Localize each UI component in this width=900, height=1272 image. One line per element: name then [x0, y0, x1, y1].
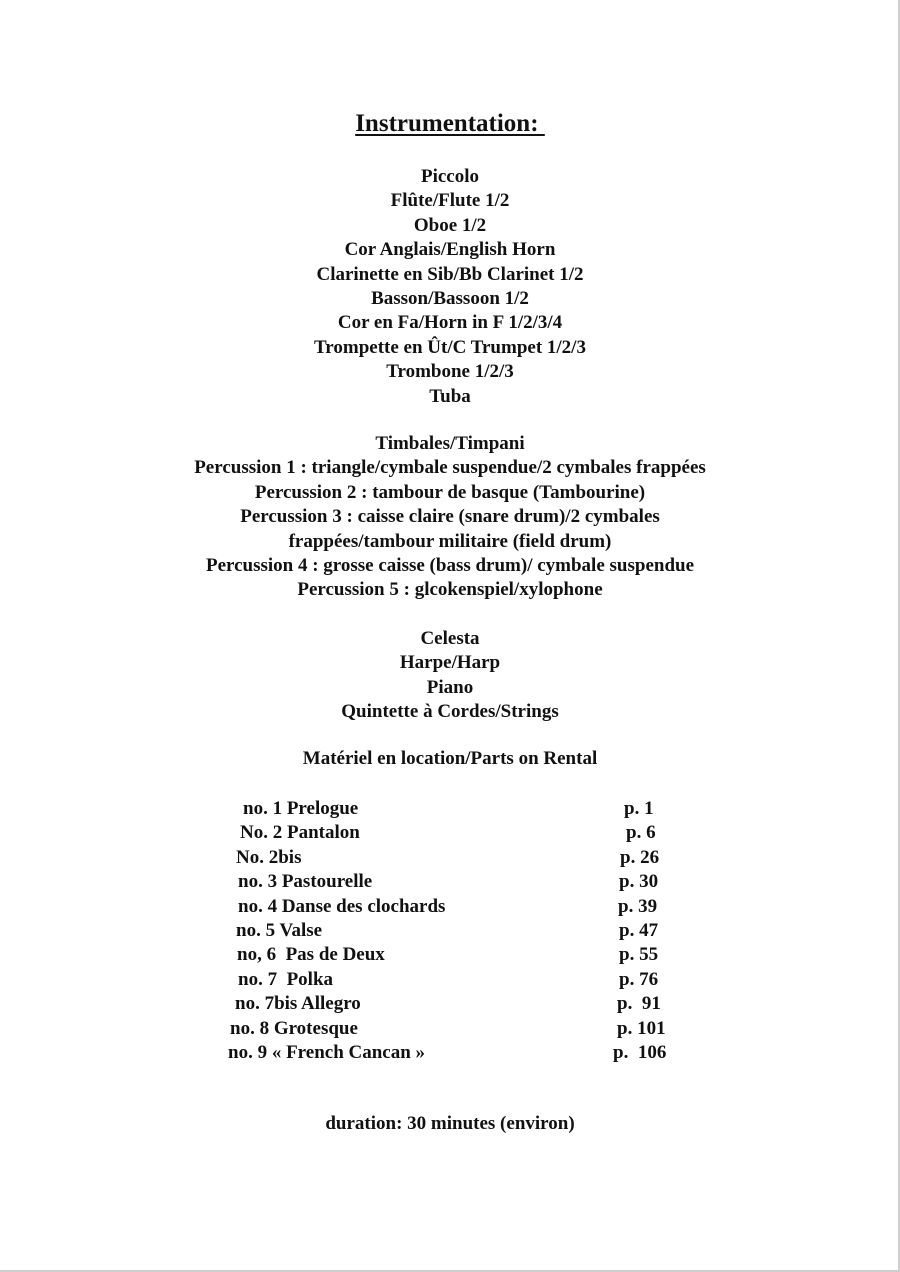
duration-note: duration: 30 minutes (environ)	[325, 1113, 575, 1134]
instrument-line: frappées/tambour militaire (field drum)	[288, 530, 612, 552]
movement-title: no. 1 Prelogue	[243, 798, 359, 819]
instrument-line: Percussion 3 : caisse claire (snare drum)/2 cymbales	[240, 506, 660, 528]
toc-row	[0, 992, 900, 1016]
keyboards-strings-list	[0, 627, 900, 725]
instrument-line: Trompette en Ût/C Trumpet 1/2/3	[314, 336, 586, 358]
toc-row	[0, 943, 900, 967]
movement-title: no. 4 Danse des clochards	[238, 895, 446, 917]
page-number: p. 91	[617, 993, 661, 1015]
toc-row	[0, 846, 900, 870]
page-title: Instrumentation:	[355, 110, 545, 137]
movement-title: no. 9 « French Cancan »	[228, 1041, 426, 1063]
instrument-line: Basson/Bassoon 1/2	[371, 288, 529, 310]
rental-note: Matériel en location/Parts on Rental	[302, 748, 598, 769]
instrument-line: Flûte/Flute 1/2	[390, 190, 510, 212]
instrument-line: Percussion 4 : grosse caisse (bass drum)/ cymbale suspendue	[205, 555, 695, 577]
instrument-line: Clarinette en Sib/Bb Clarinet 1/2	[316, 263, 584, 285]
movement-title: no. 5 Valse	[236, 919, 323, 941]
page-number: p. 106	[613, 1041, 667, 1063]
movement-title: no. 8 Grotesque	[230, 1017, 358, 1039]
instrument-line: Percussion 2 : tambour de basque (Tambourine)	[254, 481, 646, 503]
movement-title: no. 7 Polka	[238, 968, 334, 990]
instrument-line: Timbales/Timpani	[375, 433, 525, 454]
instrument-line: Harpe/Harp	[399, 652, 501, 674]
toc-row	[0, 870, 900, 894]
page-number: p. 26	[620, 846, 660, 868]
movement-title: no. 7bis Allegro	[235, 993, 361, 1015]
winds-brass-list	[0, 165, 900, 409]
movement-title: No. 2 Pantalon	[240, 822, 360, 844]
instrument-line: Piccolo	[420, 166, 480, 187]
instrument-line: Trombone 1/2/3	[386, 361, 514, 383]
page-number: p. 1	[624, 798, 654, 819]
page-number: p. 76	[619, 968, 659, 990]
instrument-line: Cor en Fa/Horn in F 1/2/3/4	[337, 312, 563, 334]
instrument-line: Piano	[426, 676, 474, 698]
page-number: p. 6	[626, 822, 656, 844]
instrument-line: Quintette à Cordes/Strings	[341, 701, 559, 723]
page-number: p. 55	[619, 944, 659, 966]
toc-row	[0, 821, 900, 845]
page-number: p. 39	[618, 895, 658, 917]
toc-row	[0, 968, 900, 992]
toc-row	[0, 1017, 900, 1041]
page-number: p. 101	[617, 1017, 666, 1039]
instrument-line: Oboe 1/2	[413, 214, 487, 236]
instrument-line: Percussion 5 : glcokenspiel/xylophone	[297, 579, 603, 601]
movement-title: no. 3 Pastourelle	[238, 871, 373, 893]
toc-row	[0, 895, 900, 919]
instrument-line: Cor Anglais/English Horn	[344, 239, 556, 261]
movement-title: no, 6 Pas de Deux	[237, 944, 385, 966]
toc-row	[0, 1041, 900, 1065]
toc-row	[0, 919, 900, 943]
instrument-line: Percussion 1 : triangle/cymbale suspendue/2 cymbales frappées	[194, 457, 706, 479]
page-number: p. 47	[619, 919, 659, 941]
movement-title: No. 2bis	[236, 846, 302, 868]
page-number: p. 30	[619, 871, 659, 893]
instrument-line: Tuba	[429, 385, 471, 407]
instrument-line: Celesta	[420, 628, 480, 649]
toc-row	[0, 797, 900, 821]
movement-table-of-contents	[0, 797, 900, 1065]
percussion-list	[0, 432, 900, 603]
